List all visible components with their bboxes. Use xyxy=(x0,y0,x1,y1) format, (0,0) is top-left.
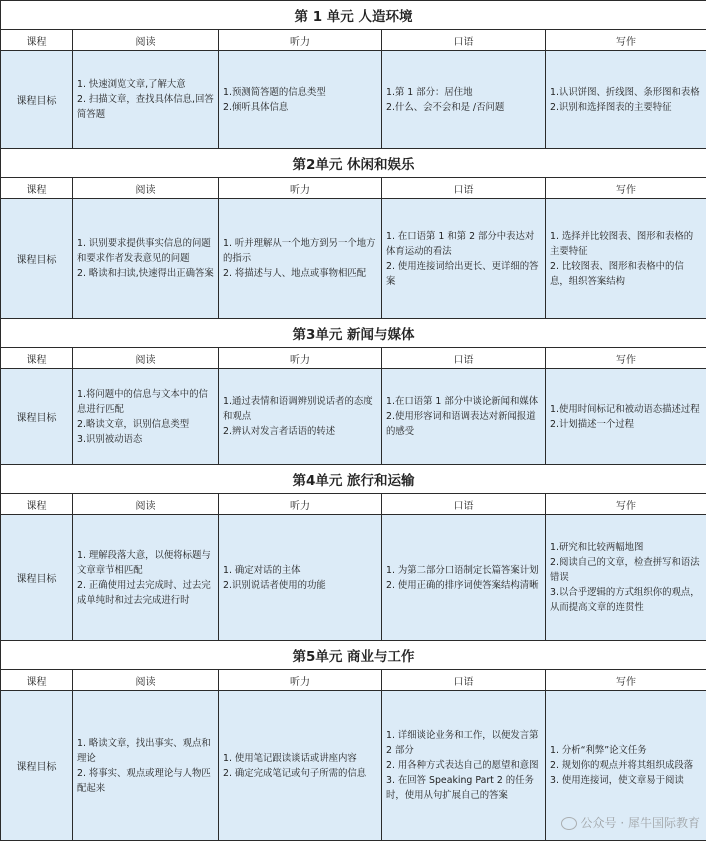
listening-objectives xyxy=(219,691,382,841)
objectives-row xyxy=(1,51,706,149)
row-label: 课程目标 xyxy=(1,369,73,465)
unit-title: 第2单元 休闲和娱乐 xyxy=(1,149,706,178)
writing-objectives xyxy=(546,51,706,149)
speaking-objectives xyxy=(382,199,546,319)
objective-item: 1.使用时间标记和被动语态描述过程 xyxy=(550,402,702,417)
objective-item: 3.识别被动语态 xyxy=(77,432,214,447)
header-reading: 阅读 xyxy=(73,178,219,199)
objective-item: 1. 识别要求提供事实信息的问题和要求作者发表意见的问题 xyxy=(77,236,214,266)
column-header-row xyxy=(1,348,706,369)
objective-item: 2. 正确使用过去完成时、过去完成单纯时和过去完成进行时 xyxy=(77,578,214,608)
reading-objectives xyxy=(73,51,219,149)
header-writing: 写作 xyxy=(546,494,706,515)
header-course: 课程 xyxy=(1,178,73,199)
objective-item: 1. 选择并比较图表、图形和表格的主要特征 xyxy=(550,229,702,259)
row-label: 课程目标 xyxy=(1,51,73,149)
writing-objectives xyxy=(546,199,706,319)
header-reading: 阅读 xyxy=(73,30,219,51)
speaking-objectives xyxy=(382,515,546,641)
objective-item: 2. 将事实、观点或理论与人物匹配起来 xyxy=(77,766,214,796)
objective-item: 1. 确定对话的主体 xyxy=(223,563,377,578)
header-writing: 写作 xyxy=(546,178,706,199)
header-writing: 写作 xyxy=(546,348,706,369)
header-writing: 写作 xyxy=(546,30,706,51)
header-speaking: 口语 xyxy=(382,670,546,691)
watermark xyxy=(561,814,700,831)
objective-item: 2.什么、会不会和是 /否问题 xyxy=(386,100,541,115)
unit-title: 第5单元 商业与工作 xyxy=(1,641,706,670)
objective-item: 1. 在口语第 1 和第 2 部分中表达对体育运动的看法 xyxy=(386,229,541,259)
header-reading: 阅读 xyxy=(73,348,219,369)
objective-item: 1.将问题中的信息与文本中的信息进行匹配 xyxy=(77,387,214,417)
header-writing: 写作 xyxy=(546,670,706,691)
objective-item: 3. 使用连接词，使文章易于阅读 xyxy=(550,773,702,788)
objectives-row xyxy=(1,369,706,465)
header-course: 课程 xyxy=(1,670,73,691)
objective-item: 2. 使用正确的排序词使答案结构清晰 xyxy=(386,578,541,593)
objective-item: 2.阅读自己的文章，检查拼写和语法错误 xyxy=(550,555,702,585)
objective-item: 1. 为第二部分口语制定长篇答案计划 xyxy=(386,563,541,578)
objective-item: 2. 规划你的观点并将其组织成段落 xyxy=(550,758,702,773)
objective-item: 2.倾听具体信息 xyxy=(223,100,377,115)
objective-item: 1. 略读文章，找出事实、观点和理论 xyxy=(77,736,214,766)
header-listening: 听力 xyxy=(219,670,382,691)
objective-item: 3. 在回答 Speaking Part 2 的任务时，使用从句扩展自己的答案 xyxy=(386,773,541,803)
objective-item: 1.研究和比较两幅地图 xyxy=(550,540,702,555)
header-listening: 听力 xyxy=(219,494,382,515)
objective-item: 1.第 1 部分：居住地 xyxy=(386,85,541,100)
speaking-objectives xyxy=(382,691,546,841)
objective-item: 2.计划描述一个过程 xyxy=(550,417,702,432)
column-header-row xyxy=(1,494,706,515)
objective-item: 1. 理解段落大意，以便将标题与文章章节相匹配 xyxy=(77,548,214,578)
header-course: 课程 xyxy=(1,30,73,51)
header-speaking: 口语 xyxy=(382,494,546,515)
header-reading: 阅读 xyxy=(73,670,219,691)
row-label: 课程目标 xyxy=(1,691,73,841)
unit-title-row xyxy=(1,319,706,348)
objective-item: 3.以合乎逻辑的方式组织你的观点，从而提高文章的连贯性 xyxy=(550,585,702,615)
column-header-row xyxy=(1,670,706,691)
wechat-icon xyxy=(561,817,577,830)
header-course: 课程 xyxy=(1,494,73,515)
header-course: 课程 xyxy=(1,348,73,369)
objective-item: 2. 确定完成笔记或句子所需的信息 xyxy=(223,766,377,781)
objectives-row xyxy=(1,515,706,641)
header-listening: 听力 xyxy=(219,178,382,199)
reading-objectives xyxy=(73,691,219,841)
listening-objectives xyxy=(219,369,382,465)
objective-item: 2. 使用连接词给出更长、更详细的答案 xyxy=(386,259,541,289)
row-label: 课程目标 xyxy=(1,199,73,319)
header-speaking: 口语 xyxy=(382,348,546,369)
objective-item: 2. 用各种方式表达自己的愿望和意图 xyxy=(386,758,541,773)
speaking-objectives xyxy=(382,369,546,465)
objective-item: 2.辨认对发言者话语的转述 xyxy=(223,424,377,439)
column-header-row xyxy=(1,178,706,199)
listening-objectives xyxy=(219,199,382,319)
objective-item: 2. 比较图表、图形和表格中的信息，组织答案结构 xyxy=(550,259,702,289)
writing-objectives xyxy=(546,369,706,465)
objective-item: 1. 快速浏览文章,了解大意 xyxy=(77,77,214,92)
header-listening: 听力 xyxy=(219,348,382,369)
header-listening: 听力 xyxy=(219,30,382,51)
objective-item: 1. 听并理解从一个地方到另一个地方的指示 xyxy=(223,236,377,266)
reading-objectives xyxy=(73,515,219,641)
reading-objectives xyxy=(73,199,219,319)
unit-title: 第 1 单元 人造环境 xyxy=(1,1,706,30)
objective-item: 2. 略读和扫读,快速得出正确答案 xyxy=(77,266,214,281)
objective-item: 1.通过表情和语调辨别说话者的态度和观点 xyxy=(223,394,377,424)
objective-item: 2. 扫描文章，查找具体信息,回答简答题 xyxy=(77,92,214,122)
objective-item: 2.使用形容词和语调表达对新闻报道的感受 xyxy=(386,409,541,439)
unit-title-row xyxy=(1,641,706,670)
unit-title-row xyxy=(1,1,706,30)
speaking-objectives xyxy=(382,51,546,149)
objective-item: 2. 将描述与人、地点或事物相匹配 xyxy=(223,266,377,281)
objective-item: 1. 分析“利弊”论文任务 xyxy=(550,743,702,758)
unit-title-row xyxy=(1,149,706,178)
objective-item: 1.预测简答题的信息类型 xyxy=(223,85,377,100)
header-speaking: 口语 xyxy=(382,178,546,199)
listening-objectives xyxy=(219,51,382,149)
curriculum-table-body xyxy=(1,1,706,841)
writing-objectives xyxy=(546,515,706,641)
column-header-row xyxy=(1,30,706,51)
header-reading: 阅读 xyxy=(73,494,219,515)
objective-item: 2.识别和选择图表的主要特征 xyxy=(550,100,702,115)
objective-item: 2.识别说话者使用的功能 xyxy=(223,578,377,593)
unit-title: 第3单元 新闻与媒体 xyxy=(1,319,706,348)
objective-item: 1.认识饼图、折线图、条形图和表格 xyxy=(550,85,702,100)
objective-item: 1.在口语第 1 部分中谈论新闻和媒体 xyxy=(386,394,541,409)
header-speaking: 口语 xyxy=(382,30,546,51)
reading-objectives xyxy=(73,369,219,465)
objective-item: 2.略读文章，识别信息类型 xyxy=(77,417,214,432)
objectives-row xyxy=(1,199,706,319)
listening-objectives xyxy=(219,515,382,641)
watermark-text: 公众号 · 犀牛国际教育 xyxy=(581,816,700,830)
row-label: 课程目标 xyxy=(1,515,73,641)
objective-item: 1. 使用笔记跟读谈话或讲座内容 xyxy=(223,751,377,766)
unit-title-row xyxy=(1,465,706,494)
objective-item: 1. 详细谈论业务和工作，以便发言第 2 部分 xyxy=(386,728,541,758)
unit-title: 第4单元 旅行和运输 xyxy=(1,465,706,494)
